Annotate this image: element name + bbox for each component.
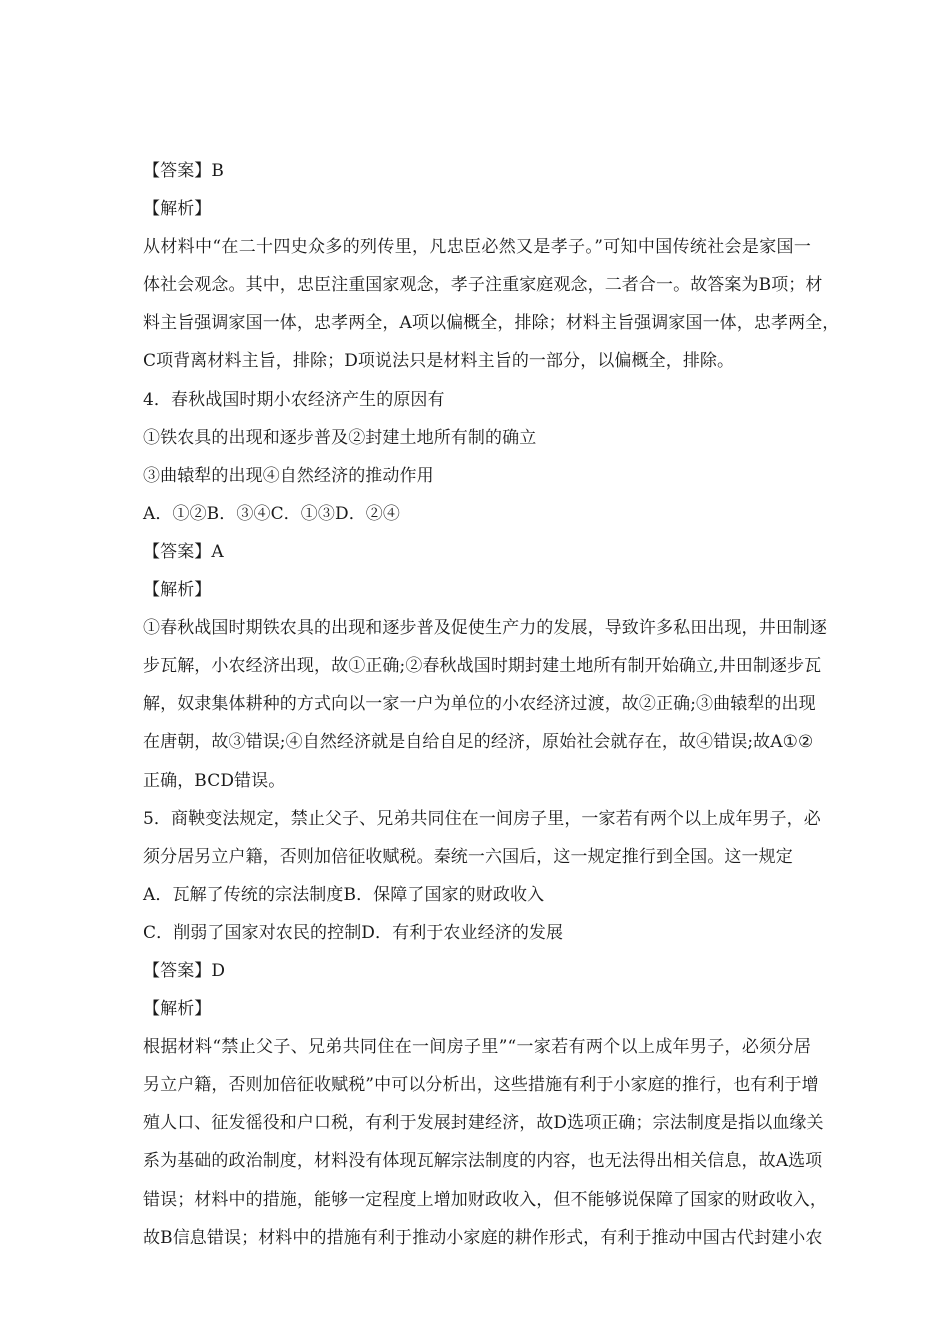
question-5-stem: 须分居另立户籍，否则加倍征收赋税。秦统一六国后，这一规定推行到全国。这一规定 xyxy=(143,846,793,867)
question-5-options: A．瓦解了传统的宗法制度B．保障了国家的财政收入 xyxy=(143,884,545,905)
analysis-text-q5: 根据材料“禁止父子、兄弟共同住在一间房子里”“一家若有两个以上成年男子，必须分居 xyxy=(143,1037,811,1058)
answer-label-q4: 【答案】A xyxy=(143,541,224,562)
document-page xyxy=(143,156,840,1261)
analysis-text-q4: 在唐朝，故③错误;④自然经济就是自给自足的经济，原始社会就存在，故④错误;故A①② xyxy=(143,732,814,753)
analysis-label-q5: 【解析】 xyxy=(143,999,212,1020)
analysis-text-q5: 系为基础的政治制度，材料没有体现瓦解宗法制度的内容，也无法得出相关信息，故A选项 xyxy=(143,1151,823,1172)
analysis-text-q4: 正确，BCD错误。 xyxy=(143,770,286,791)
question-4-stem: 4．春秋战国时期小农经济产生的原因有 xyxy=(143,389,445,410)
analysis-text-q3: C项背离材料主旨，排除；D项说法只是材料主旨的一部分，以偏概全，排除。 xyxy=(143,351,735,372)
analysis-text-q4: ①春秋战国时期铁农具的出现和逐步普及促使生产力的发展，导致许多私田出现，井田制逐 xyxy=(143,618,827,639)
analysis-text-q5: 另立户籍，否则加倍征收赋税”中可以分析出，这些措施有利于小家庭的推行，也有利于增 xyxy=(143,1075,819,1096)
analysis-text-q3: 从材料中“在二十四史众多的列传里，凡忠臣必然又是孝子。”可知中国传统社会是家国一 xyxy=(143,237,811,258)
analysis-text-q3: 料主旨强调家国一体，忠孝两全，A项以偏概全，排除；材料主旨强调家国一体，忠孝两全， xyxy=(143,313,840,334)
analysis-text-q5: 错误；材料中的措施，能够一定程度上增加财政收入，但不能够说保障了国家的财政收入， xyxy=(143,1189,827,1210)
analysis-label-q4: 【解析】 xyxy=(143,580,212,601)
analysis-text-q5: 殖人口、征发徭役和户口税，有利于发展封建经济，故D选项正确；宗法制度是指以血缘关 xyxy=(143,1113,824,1134)
analysis-text-q5: 故B信息错误；材料中的措施有利于推动小家庭的耕作形式，有利于推动中国古代封建小农 xyxy=(143,1227,823,1248)
answer-label-q3: 【答案】B xyxy=(143,161,224,181)
answer-label-q5: 【答案】D xyxy=(143,960,226,981)
question-5-stem: 5．商鞅变法规定，禁止父子、兄弟共同住在一间房子里，一家若有两个以上成年男子，必 xyxy=(143,808,821,829)
question-4-statement: ③曲辕犁的出现④自然经济的推动作用 xyxy=(143,465,434,486)
analysis-text-q3: 体社会观念。其中，忠臣注重国家观念，孝子注重家庭观念，二者合一。故答案为B项；材 xyxy=(143,275,823,296)
analysis-text-q4: 解，奴隶集体耕种的方式向以一家一户为单位的小农经济过渡，故②正确;③曲辕犁的出现 xyxy=(143,694,816,715)
question-5-options: C．削弱了国家对农民的控制D．有利于农业经济的发展 xyxy=(143,922,564,943)
analysis-text-q4: 步瓦解，小农经济出现，故①正确;②春秋战国时期封建土地所有制开始确立,井田制逐步瓦 xyxy=(143,656,822,677)
question-4-options: A．①②B．③④C．①③D．②④ xyxy=(143,503,401,524)
question-4-statement: ①铁农具的出现和逐步普及②封建土地所有制的确立 xyxy=(143,427,537,448)
analysis-label-q3: 【解析】 xyxy=(143,199,212,220)
